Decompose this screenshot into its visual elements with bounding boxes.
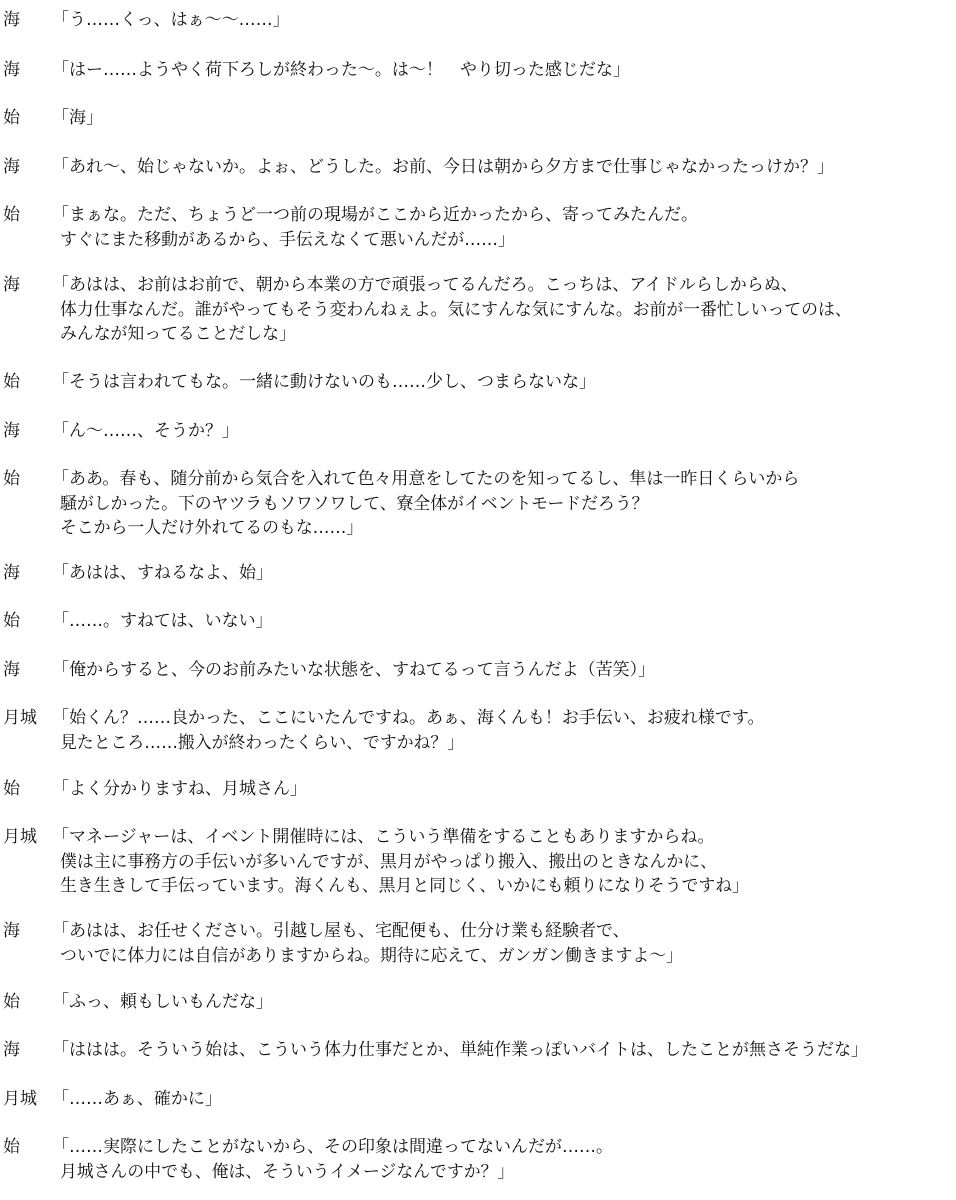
dialogue-line: 「ふっ、頼もしいもんだな」 bbox=[52, 992, 273, 1012]
dialogue-text bbox=[52, 919, 952, 967]
speaker-name: 始 bbox=[3, 108, 20, 128]
dialogue-entry bbox=[0, 370, 956, 394]
dialogue-text bbox=[52, 1135, 952, 1183]
dialogue-line: 「あれ〜、始じゃないか。よぉ、どうした。お前、今日は朝から夕方まで仕事じゃなかったっけか？」 bbox=[52, 157, 834, 177]
speaker-name: 海 bbox=[3, 563, 20, 583]
dialogue-text bbox=[52, 203, 952, 251]
dialogue-line: 「あはは、お任せください。引越し屋も、宅配便も、仕分け業も経験者で、 bbox=[52, 921, 630, 941]
dialogue-text bbox=[52, 658, 952, 682]
speaker-name: 始 bbox=[3, 611, 20, 631]
dialogue-line: 「ははは。そういう始は、こういう体力仕事だとか、単純作業っぽいバイトは、したことが無さそうだな」 bbox=[52, 1040, 868, 1060]
dialogue-line: 「はー……ようやく荷下ろしが終わった〜。は〜！ やり切った感じだな」 bbox=[52, 60, 630, 80]
speaker-name: 始 bbox=[3, 992, 20, 1012]
dialogue-entry bbox=[0, 919, 956, 967]
dialogue-entry bbox=[0, 990, 956, 1014]
speaker-name: 海 bbox=[3, 421, 20, 441]
dialogue-line: 「……実際にしたことがないから、その印象は間違ってないんだが……。 bbox=[52, 1137, 613, 1157]
dialogue-text bbox=[52, 1038, 952, 1062]
dialogue-entry bbox=[0, 273, 956, 345]
speaker-name: 海 bbox=[3, 1040, 20, 1060]
dialogue-text bbox=[52, 155, 952, 179]
dialogue-text bbox=[52, 777, 952, 801]
speaker-name: 海 bbox=[3, 60, 20, 80]
dialogue-entry bbox=[0, 706, 956, 754]
dialogue-entry bbox=[0, 467, 956, 539]
speaker-name: 始 bbox=[3, 205, 20, 225]
speaker-name: 始 bbox=[3, 469, 20, 489]
dialogue-text bbox=[52, 561, 952, 585]
dialogue-line: 「ん〜……、そうか？」 bbox=[52, 421, 239, 441]
speaker-name: 海 bbox=[3, 10, 20, 30]
dialogue-entry bbox=[0, 155, 956, 179]
dialogue-text bbox=[52, 273, 952, 345]
dialogue-text bbox=[52, 370, 952, 394]
dialogue-text bbox=[52, 419, 952, 443]
dialogue-entry bbox=[0, 561, 956, 585]
dialogue-line: 「……。すねては、いない」 bbox=[52, 611, 273, 631]
dialogue-text bbox=[52, 8, 952, 32]
dialogue-line: 月城さんの中でも、俺は、そういうイメージなんですか？」 bbox=[60, 1161, 515, 1181]
dialogue-line: 「よく分かりますね、月城さん」 bbox=[52, 779, 307, 799]
dialogue-line: 「まぁな。ただ、ちょうど一つ前の現場がここから近かったから、寄ってみたんだ。 bbox=[52, 205, 698, 225]
dialogue-line: 生き生きして手伝っています。海くんも、黒月と同じく、いかにも頼りになりそうですね」 bbox=[60, 875, 749, 895]
dialogue-line: 「う……くっ、はぁ〜〜……」 bbox=[52, 10, 290, 30]
dialogue-text bbox=[52, 990, 952, 1014]
dialogue-entry bbox=[0, 658, 956, 682]
dialogue-entry bbox=[0, 419, 956, 443]
dialogue-line: 「マネージャーは、イベント開催時には、こういう準備をすることもありますからね。 bbox=[52, 827, 715, 847]
speaker-name: 海 bbox=[3, 921, 20, 941]
dialogue-line: 「海」 bbox=[52, 108, 103, 128]
dialogue-entry bbox=[0, 203, 956, 251]
dialogue-text bbox=[52, 825, 952, 897]
speaker-name: 海 bbox=[3, 157, 20, 177]
dialogue-entry bbox=[0, 825, 956, 897]
dialogue-entry bbox=[0, 1087, 956, 1111]
dialogue-entry bbox=[0, 1038, 956, 1062]
dialogue-entry bbox=[0, 106, 956, 130]
dialogue-entry bbox=[0, 58, 956, 82]
dialogue-entry bbox=[0, 8, 956, 32]
speaker-name: 月城 bbox=[3, 708, 37, 728]
dialogue-line: そこから一人だけ外れてるのもな……」 bbox=[60, 517, 364, 537]
dialogue-text bbox=[52, 706, 952, 754]
speaker-name: 始 bbox=[3, 779, 20, 799]
speaker-name: 始 bbox=[3, 1137, 20, 1157]
dialogue-entry bbox=[0, 1135, 956, 1183]
dialogue-entry bbox=[0, 609, 956, 633]
dialogue-line: 騒がしかった。下のヤツラもソワソワして、寮全体がイベントモードだろう？ bbox=[60, 493, 649, 513]
dialogue-text bbox=[52, 609, 952, 633]
dialogue-line: ついでに体力には自信がありますからね。期待に応えて、ガンガン働きますよ〜」 bbox=[60, 945, 683, 965]
dialogue-text bbox=[52, 1087, 952, 1111]
dialogue-line: 見たところ……搬入が終わったくらい、ですかね？」 bbox=[60, 732, 465, 752]
dialogue-entry bbox=[0, 777, 956, 801]
dialogue-text bbox=[52, 58, 952, 82]
speaker-name: 海 bbox=[3, 275, 20, 295]
dialogue-line: みんなが知ってることだしな」 bbox=[60, 323, 296, 343]
dialogue-line: 「そうは言われてもな。一緒に動けないのも……少し、つまらないな」 bbox=[52, 372, 596, 392]
dialogue-line: すぐにまた移動があるから、手伝えなくて悪いんだが……」 bbox=[60, 229, 515, 249]
dialogue-line: 「あはは、すねるなよ、始」 bbox=[52, 563, 273, 583]
dialogue-line: 「始くん？……良かった、ここにいたんですね。あぁ、海くんも！お手伝い、お疲れ様です。 bbox=[52, 708, 765, 728]
speaker-name: 始 bbox=[3, 372, 20, 392]
dialogue-text bbox=[52, 467, 952, 539]
dialogue-line: 「……あぁ、確かに」 bbox=[52, 1089, 222, 1109]
speaker-name: 月城 bbox=[3, 1089, 37, 1109]
dialogue-line: 体力仕事なんだ。誰がやってもそう変わんねぇよ。気にすんな気にすんな。お前が一番忙しいってのは、 bbox=[60, 299, 852, 319]
dialogue-line: 「ああ。春も、随分前から気合を入れて色々用意をしてたのを知ってるし、隼は一昨日くらいから bbox=[52, 469, 800, 489]
dialogue-line: 「俺からすると、今のお前みたいな状態を、すねてるって言うんだよ（苦笑）」 bbox=[52, 660, 656, 680]
dialogue-line: 僕は主に事務方の手伝いが多いんですが、黒月がやっぱり搬入、搬出のときなんかに、 bbox=[60, 851, 717, 871]
dialogue-line: 「あはは、お前はお前で、朝から本業の方で頑張ってるんだろ。こっちは、アイドルらしからぬ、 bbox=[52, 275, 798, 295]
speaker-name: 海 bbox=[3, 660, 20, 680]
speaker-name: 月城 bbox=[3, 827, 37, 847]
dialogue-text bbox=[52, 106, 952, 130]
